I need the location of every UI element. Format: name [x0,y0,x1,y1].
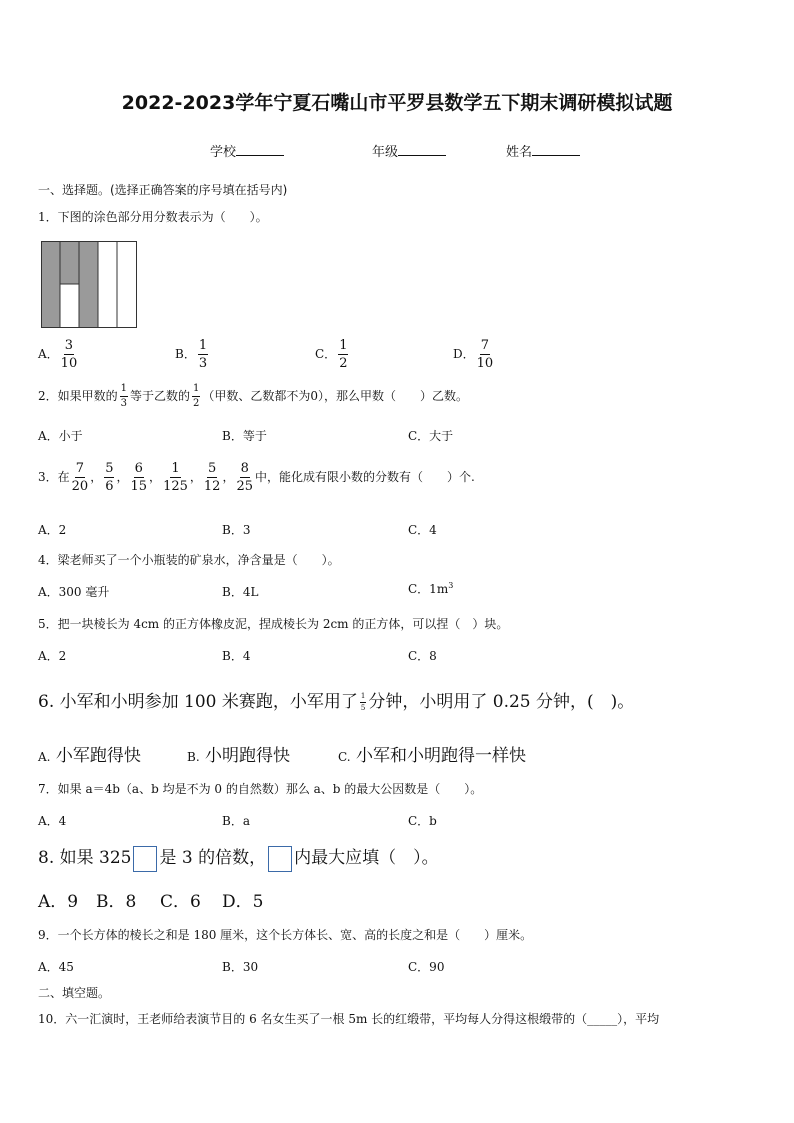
q4-option-c[interactable]: C．$1m^3$ [408,581,454,596]
q5-option-a[interactable]: A．2 [38,649,67,663]
question-3: 3．在 $\frac{7}{20}$ ， $\frac{5}{6}$ ， $\frac{6}{15}$ ， $\frac{1}{125}$ ， $\frac{5}{12}$ ， $\frac{8}{25}$ 中，能化成有限小数的分数有（ ）个. [38,461,475,494]
q8-option-a[interactable]: A．9 [38,892,79,912]
q9-option-a[interactable]: A．45 [38,960,74,974]
q6-option-a[interactable]: A. 小军跑得快 [38,746,141,766]
q1-option-d[interactable]: D． $\frac{7}{10}$ [453,338,494,371]
q1-option-a[interactable]: A． $\frac{3}{10}$ [38,338,78,371]
q7-option-c[interactable]: C．b [408,814,437,828]
shaded-strip-3 [79,242,98,327]
q4-option-b[interactable]: B．4L [222,585,259,599]
name-field [506,141,580,160]
shaded-strip-1 [42,242,60,327]
q8-option-c[interactable]: C．6 [160,892,201,912]
question-8: 8. 如果 325 是 3 的倍数， 内最大应填（ ）。 [38,843,439,872]
name-blank [532,143,580,156]
q8-option-b[interactable]: B．8 [96,892,137,912]
question-9: 9．一个长方体的棱长之和是 180 厘米，这个长方体长、宽、高的长度之和是（ ）厘米。 [38,928,533,942]
q5-option-c[interactable]: C．8 [408,649,437,663]
question-2: 2．如果甲数的 $\frac{1}{3}$ 等于乙数的 $\frac{1}{2}$ （甲数、乙数都不为0），那么甲数（ ）乙数。 [38,383,469,409]
q6-option-b[interactable]: B. 小明跑得快 [187,746,291,766]
question-7: 7．如果 a＝4b（a、b 均是不为 0 的自然数）那么 a、b 的最大公因数是（ ）。 [38,782,483,796]
q9-option-c[interactable]: C．90 [408,960,445,974]
q3-option-a[interactable]: A．2 [38,523,67,537]
school-label: 学校 [210,145,237,160]
grade-field [372,141,446,160]
shaded-strip-2-top [60,242,79,284]
school-field [210,141,284,160]
shaded-rectangle-figure [41,241,137,328]
school-blank [236,143,284,156]
grade-blank [398,143,446,156]
q7-option-a[interactable]: A．4 [38,814,67,828]
q4-option-a[interactable]: A．300 毫升 [38,585,110,599]
section-heading-fill: 二、填空题。 [38,986,111,1000]
question-6: 6. 小军和小明参加 100 米赛跑，小军用了 $\frac{1}{5}$ 分钟，小明用了 0.25 分钟，( )。 [38,692,635,712]
q2-option-c[interactable]: C．大于 [408,429,454,443]
q2-option-b[interactable]: B．等于 [222,429,267,443]
question-4: 4．梁老师买了一个小瓶装的矿泉水，净含量是（ ）。 [38,553,340,567]
q7-option-b[interactable]: B．a [222,814,250,828]
section-heading-choice: 一、选择题。(选择正确答案的序号填在括号内) [38,183,288,197]
question-5: 5．把一块棱长为 4cm 的正方体橡皮泥，捏成棱长为 2cm 的正方体，可以捏（ ）块。 [38,617,509,631]
q3-option-c[interactable]: C．4 [408,523,437,537]
q6-option-c[interactable]: C. 小军和小明跑得一样快 [338,746,526,766]
page-title: 2022-2023学年宁夏石嘴山市平罗县数学五下期末调研模拟试题 [121,92,673,114]
answer-box-2[interactable] [268,846,292,872]
q5-option-b[interactable]: B．4 [222,649,251,663]
question-1: 1．下图的涂色部分用分数表示为（ ）。 [38,210,268,224]
answer-box-1[interactable] [133,846,157,872]
q3-option-b[interactable]: B．3 [222,523,251,537]
q1-option-c[interactable]: C． $\frac{1}{2}$ [315,338,348,371]
question-10: 10．六一汇演时，王老师给表演节目的 6 名女生买了一根 5m 长的红缎带，平均每人分得这根缎带的（_____），平均 [38,1012,660,1026]
q8-option-d[interactable]: D．5 [222,892,264,912]
q9-option-b[interactable]: B．30 [222,960,259,974]
grade-label: 年级 [372,145,399,160]
q2-option-a[interactable]: A．小于 [38,429,83,443]
q1-option-b[interactable]: B． $\frac{1}{3}$ [175,338,208,371]
name-label: 姓名 [506,145,533,160]
